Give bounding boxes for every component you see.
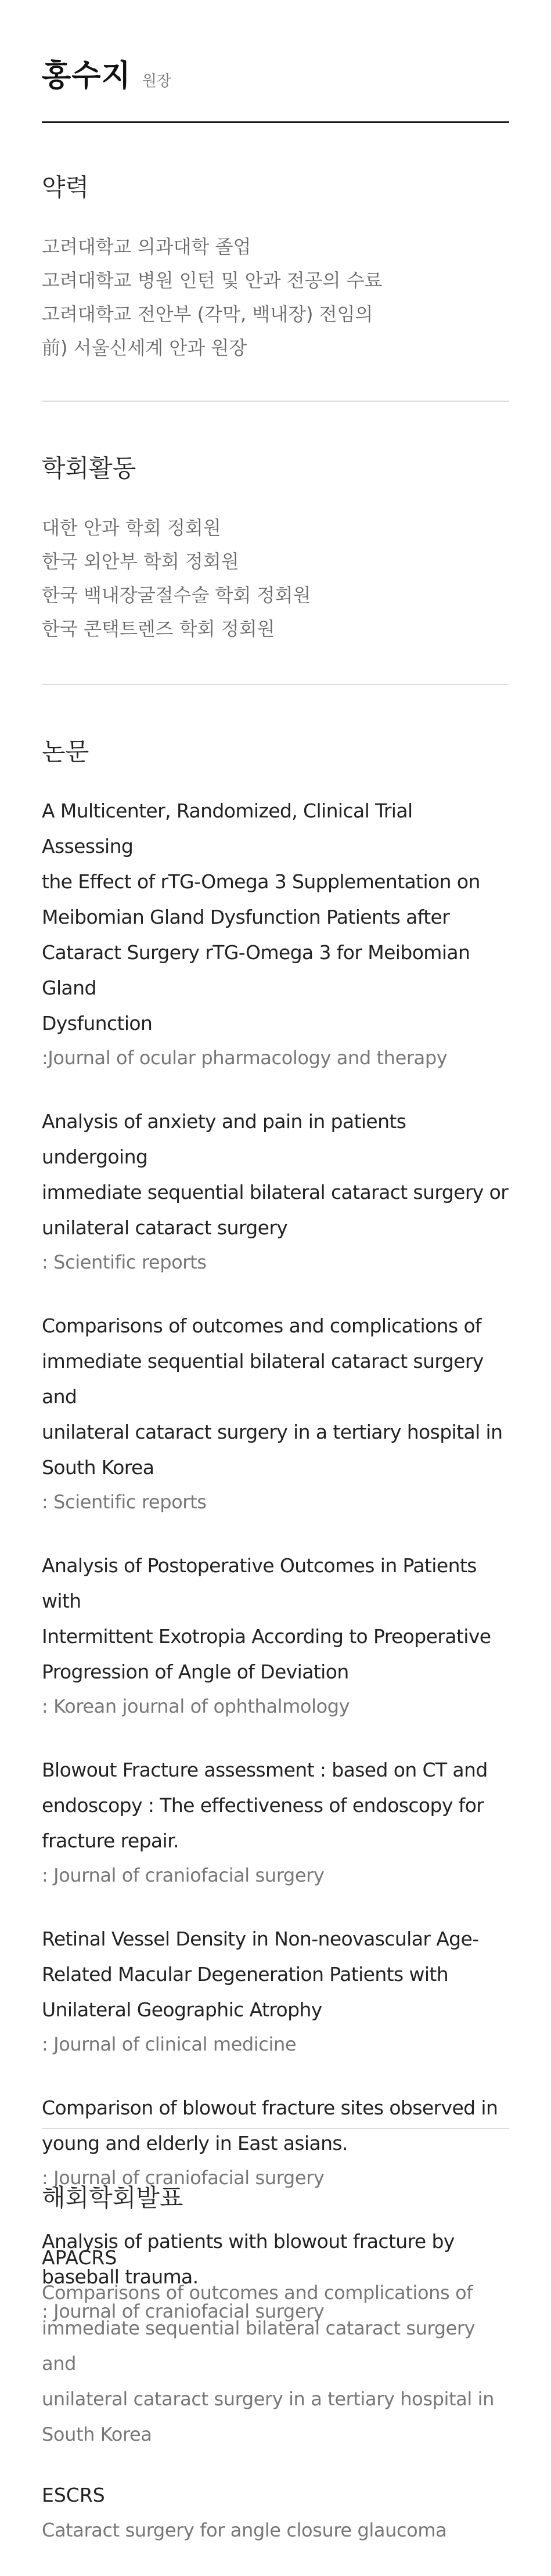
- paper-title-line: Related Macular Degeneration Patients with: [42, 1963, 449, 1986]
- paper-title-line: Comparisons of outcomes and complications of: [42, 1314, 482, 1337]
- presentation-title-line: unilateral cataract surgery in a tertiary hospital in: [42, 2388, 495, 2410]
- paper-title-line: Blowout Fracture assessment : based on CT and: [42, 1759, 488, 1781]
- paper-title: [42, 1752, 509, 1858]
- paper-title: [42, 1308, 509, 1485]
- paper-title-line: Unilateral Geographic Atrophy: [42, 1998, 322, 2021]
- paper-title-line: baseball trauma.: [42, 2265, 199, 2288]
- society-title: 학회활동: [42, 454, 136, 482]
- paper-journal: : Scientific reports: [42, 1251, 207, 1273]
- paper-journal: : Scientific reports: [42, 1491, 207, 1513]
- career-item: 고려대학교 전안부 (각막, 백내장) 전임의: [42, 303, 373, 325]
- paper-title-line: Retinal Vessel Density in Non-neovascular Age-: [42, 1928, 479, 1950]
- papers-title: 논문: [42, 737, 89, 766]
- career-item: 고려대학교 병원 인턴 및 안과 전공의 수료: [42, 269, 383, 291]
- conference-name: APACRS: [42, 2246, 117, 2269]
- society-item: 한국 외안부 학회 정회원: [42, 550, 239, 572]
- career-item: 前) 서울신세계 안과 원장: [42, 337, 247, 359]
- profile-header: [42, 0, 509, 123]
- paper-title-line: Intermittent Exotropia According to Preoperative: [42, 1625, 491, 1648]
- presentation-title: [42, 2275, 509, 2452]
- paper-title: [42, 1104, 509, 1245]
- paper-title-line: immediate sequential bilateral cataract surgery and: [42, 1350, 484, 1408]
- presentation-title: [42, 2513, 509, 2548]
- paper-journal: : Korean journal of ophthalmology: [42, 1695, 350, 1717]
- presentation-title-line: Cataract surgery for angle closure glaucoma: [42, 2519, 447, 2541]
- paper-title-line: A Multicenter, Randomized, Clinical Trial Assessing: [42, 799, 413, 858]
- presentation-title-line: immediate sequential bilateral cataract surgery and: [42, 2317, 476, 2375]
- overseas-title: 해회학회발표: [42, 2184, 183, 2212]
- paper-entry: [42, 793, 509, 1075]
- paper-title-line: Comparison of blowout fracture sites observed in: [42, 2096, 498, 2119]
- paper-title-line: unilateral cataract surgery: [42, 1216, 288, 1239]
- career-title: 약력: [42, 173, 89, 201]
- paper-title-line: Meibomian Gland Dysfunction Patients after: [42, 906, 450, 928]
- career-section: [42, 123, 509, 402]
- paper-journal: :Journal of ocular pharmacology and therapy: [42, 1047, 448, 1069]
- doctor-role: 원장: [142, 73, 172, 90]
- paper-title-line: fracture repair.: [42, 1829, 179, 1852]
- society-list: [42, 511, 509, 646]
- society-item: 대한 안과 학회 정회원: [42, 517, 221, 539]
- career-item: 고려대학교 의과대학 졸업: [42, 236, 251, 258]
- paper-entry: [42, 1921, 509, 2061]
- paper-entry: [42, 1548, 509, 1723]
- paper-title-line: unilateral cataract surgery in a tertiary hospital in: [42, 1421, 503, 1443]
- paper-journal: : Journal of clinical medicine: [42, 2033, 297, 2055]
- doctor-name: 홍수지: [42, 59, 131, 93]
- paper-journal: : Journal of craniofacial surgery: [42, 2300, 325, 2322]
- paper-title: [42, 1548, 509, 1689]
- paper-title-line: Analysis of anxiety and pain in patients undergoing: [42, 1110, 406, 1168]
- paper-title-line: immediate sequential bilateral cataract surgery or: [42, 1181, 509, 1204]
- presentation-entry: [42, 2478, 509, 2548]
- paper-journal: : Journal of craniofacial surgery: [42, 2167, 325, 2189]
- paper-entry: [42, 1308, 509, 1519]
- paper-title-line: Analysis of patients with blowout fracture by: [42, 2230, 455, 2253]
- paper-title: [42, 1921, 509, 2027]
- presentation-title-line: South Korea: [42, 2423, 152, 2445]
- career-list: [42, 230, 509, 365]
- paper-title-line: Analysis of Postoperative Outcomes in Patients with: [42, 1554, 477, 1612]
- paper-title-line: young and elderly in East asians.: [42, 2132, 348, 2155]
- paper-title-line: South Korea: [42, 1456, 154, 1479]
- paper-title-line: Progression of Angle of Deviation: [42, 1660, 349, 1683]
- paper-title-line: Cataract Surgery rTG-Omega 3 for Meibomian Gland: [42, 941, 470, 999]
- paper-title: [42, 793, 509, 1041]
- society-item: 한국 콘택트렌즈 학회 정회원: [42, 618, 275, 640]
- paper-title-line: endoscopy : The effectiveness of endoscopy for: [42, 1794, 484, 1817]
- paper-journal: : Journal of craniofacial surgery: [42, 1864, 325, 1886]
- society-item: 한국 백내장굴절수술 학회 정회원: [42, 584, 311, 606]
- paper-entry: [42, 1104, 509, 1279]
- presentation-entry: [42, 2240, 509, 2452]
- paper-title-line: the Effect of rTG-Omega 3 Supplementation on: [42, 870, 480, 893]
- society-section: [42, 402, 509, 685]
- conference-name: ESCRS: [42, 2484, 105, 2506]
- paper-title-line: Dysfunction: [42, 1012, 153, 1035]
- presentation-title-line: Comparisons of outcomes and complications of: [42, 2282, 473, 2304]
- paper-entry: [42, 1752, 509, 1892]
